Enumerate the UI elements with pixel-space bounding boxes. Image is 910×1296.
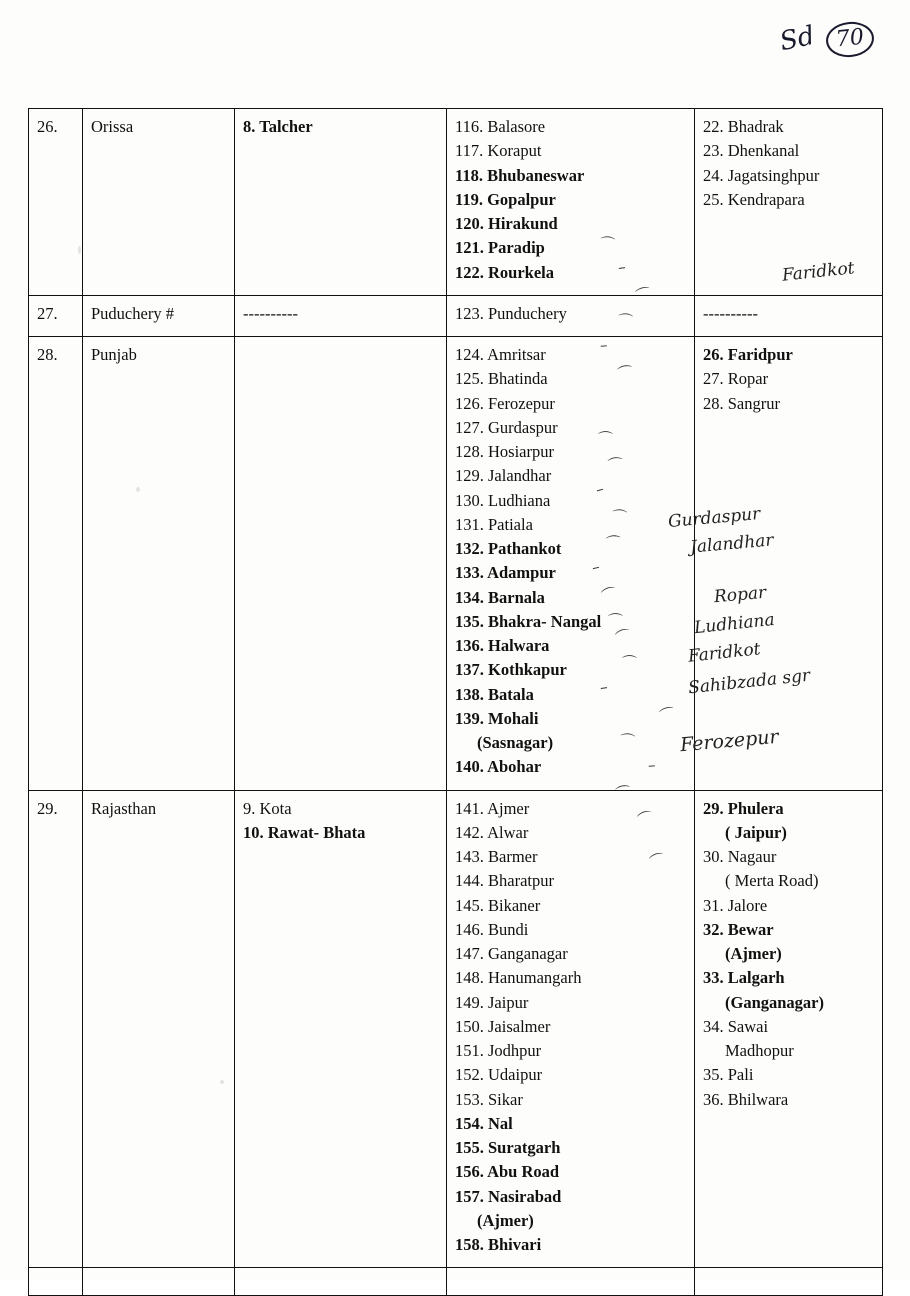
cell-state-name: Punjab <box>83 337 235 791</box>
handwritten-note: Faridkot <box>687 639 762 667</box>
handwritten-note: Sahibzada sgr <box>687 665 812 699</box>
table-cell-line: 34. Sawai <box>703 1016 769 1036</box>
cell-nuclear-plants <box>235 790 447 1268</box>
cell-airports-places <box>447 337 695 791</box>
table-cell-line: 10. Rawat- Bhata <box>243 822 366 842</box>
table-cell-line: 28. Sangrur <box>703 393 780 413</box>
table-cell-line: ( Jaipur) <box>725 822 787 842</box>
table-cell-line: 132. Pathankot <box>455 539 562 558</box>
table-cell-line: 23. Dhenkanal <box>703 141 800 161</box>
table-cell-line: (Ajmer) <box>725 944 782 963</box>
pen-tick-mark: ⌒ <box>622 654 638 672</box>
table-cell-line: 121. Paradip <box>455 238 545 258</box>
pen-tick-mark: – <box>593 479 606 499</box>
table-cell-line: 120. Hirakund <box>455 214 558 233</box>
table-cell-line: 8. Talcher <box>243 117 313 136</box>
table-row <box>29 790 883 1268</box>
pen-tick-mark: ⌒ <box>657 704 678 726</box>
handwritten-note: Faridkot <box>781 258 856 286</box>
cell-serial-number: 28. <box>29 337 83 791</box>
table-cell-line: 156. Abu Road <box>455 1162 560 1182</box>
table-cell-line: 144. Bharatpur <box>455 871 554 891</box>
pen-tick-mark: ⌒ <box>616 362 635 384</box>
table-cell-line: 128. Hosiarpur <box>455 442 554 461</box>
table-cell-line: 150. Jaisalmer <box>455 1016 551 1036</box>
table-cell-line: 140. Abohar <box>455 757 542 777</box>
table-cell-line: 118. Bhubaneswar <box>455 165 585 185</box>
pen-tick-mark: ⌒ <box>617 311 634 331</box>
table-cell-line: (Ganganagar) <box>725 992 824 1012</box>
table-cell-line: 155. Suratgarh <box>455 1138 561 1157</box>
table-cell-line: 149. Jaipur <box>455 992 529 1012</box>
table-row <box>29 295 883 336</box>
cell-other-places <box>695 1268 883 1296</box>
handwritten-page-number: 70 <box>826 22 874 57</box>
pen-tick-mark: ⌒ <box>633 284 654 306</box>
cell-other-places <box>695 109 883 296</box>
cell-other-places <box>695 790 883 1268</box>
table-cell-line: (Sasnagar) <box>477 733 554 752</box>
cell-airports-places <box>447 1268 695 1296</box>
table-cell-line: 29. Phulera <box>703 798 784 818</box>
table-cell-line: 36. Bhilwara <box>703 1089 789 1109</box>
cell-other-places <box>695 337 883 791</box>
table-cell-line: 145. Bikaner <box>455 895 541 915</box>
table-cell-line: 151. Jodhpur <box>455 1041 542 1060</box>
table-cell-line: 119. Gopalpur <box>455 189 556 209</box>
table-cell-line: 152. Udaipur <box>455 1065 543 1085</box>
table-cell-line: 31. Jalore <box>703 895 768 915</box>
table-cell-line: 142. Alwar <box>455 822 529 842</box>
table-cell-line: 131. Patiala <box>455 514 533 534</box>
table-cell-line: 117. Koraput <box>455 141 542 161</box>
table-cell-line: ---------- <box>703 303 758 323</box>
table-cell-line: 25. Kendrapara <box>703 189 805 209</box>
table-cell-line: 136. Halwara <box>455 636 550 655</box>
cell-state-name <box>83 1268 235 1296</box>
table-cell-line: 135. Bhakra- Nangal <box>455 611 602 631</box>
cell-nuclear-plants <box>235 337 447 791</box>
table-cell-line: 122. Rourkela <box>455 262 554 282</box>
handwritten-note: Ropar <box>713 582 767 608</box>
pen-tick-mark: – <box>598 677 609 697</box>
table-cell-line: 127. Gurdaspur <box>455 417 558 437</box>
table-row <box>29 337 883 791</box>
pen-tick-mark: ⌒ <box>599 583 620 606</box>
table-cell-line: 9. Kota <box>243 798 292 818</box>
table-cell-line: ( Merta Road) <box>725 871 819 891</box>
nuclear-plant-locations-table <box>28 108 883 1296</box>
table-cell-line: 148. Hanumangarh <box>455 968 582 988</box>
handwritten-note: Jalandhar <box>689 530 775 558</box>
cell-serial-number: 27. <box>29 295 83 336</box>
table-cell-line: 130. Ludhiana <box>455 490 551 510</box>
table-cell-line: 32. Bewar <box>703 919 774 939</box>
handwritten-note: Ludhiana <box>693 609 776 639</box>
pen-tick-mark: ⌒ <box>605 533 622 553</box>
table-cell-line: 26. Faridpur <box>703 345 793 364</box>
table-cell-line: 33. Lalgarh <box>703 968 785 988</box>
table-cell-line: 158. Bhivari <box>455 1235 542 1254</box>
table-cell-line: 124. Amritsar <box>455 345 546 364</box>
pen-tick-mark: ⌒ <box>599 234 616 254</box>
pen-tick-mark: – <box>599 335 609 355</box>
pen-tick-mark: – <box>590 557 602 577</box>
table-cell-line: 30. Nagaur <box>703 847 777 866</box>
cell-state-name: Orissa <box>83 109 235 296</box>
cell-nuclear-plants <box>235 109 447 296</box>
handwritten-signature: Sd <box>777 20 818 58</box>
cell-nuclear-plants <box>235 1268 447 1296</box>
cell-airports-places <box>447 109 695 296</box>
table-cell-line: 141. Ajmer <box>455 798 530 818</box>
table-cell-line: 129. Jalandhar <box>455 466 552 486</box>
table-cell-line: (Ajmer) <box>477 1210 534 1230</box>
table-cell-line: 22. Bhadrak <box>703 117 784 136</box>
table-cell-line: ---------- <box>243 303 298 323</box>
pen-tick-mark: ⌒ <box>598 430 614 448</box>
table-cell-line: 35. Pali <box>703 1065 754 1085</box>
handwritten-note: Gurdaspur <box>667 504 762 532</box>
pen-tick-mark: ⌒ <box>613 625 634 648</box>
pen-tick-mark: ⌒ <box>619 731 636 751</box>
pen-tick-mark: – <box>616 257 627 277</box>
pen-tick-mark: ⌒ <box>647 849 668 872</box>
pen-tick-mark: – <box>647 755 657 775</box>
table-cell-line: 126. Ferozepur <box>455 393 555 413</box>
table-cell-line: 154. Nal <box>455 1113 513 1133</box>
table-cell-line: 146. Bundi <box>455 919 529 939</box>
table-cell-line: 123. Punduchery <box>455 303 567 323</box>
table-cell-line: 137. Kothkapur <box>455 660 567 680</box>
cell-other-places <box>695 295 883 336</box>
table-cell-line: 143. Barmer <box>455 847 538 866</box>
cell-serial-number <box>29 1268 83 1296</box>
cell-state-name: Puduchery # <box>83 295 235 336</box>
table-cell-line: 134. Barnala <box>455 587 545 607</box>
table-cell-line: 147. Ganganagar <box>455 944 568 963</box>
table-cell-line: 125. Bhatinda <box>455 369 548 389</box>
table-cell-line: 138. Batala <box>455 684 534 704</box>
table-cell-line: 24. Jagatsinghpur <box>703 165 820 185</box>
table-cell-line: Madhopur <box>725 1041 794 1060</box>
table-cell-line: 116. Balasore <box>455 117 546 136</box>
table-cell-line: 27. Ropar <box>703 369 769 389</box>
pen-tick-mark: ⌒ <box>608 612 624 630</box>
pen-tick-mark: ⌒ <box>614 782 633 804</box>
cell-state-name: Rajasthan <box>83 790 235 1268</box>
table-cell-line: 139. Mohali <box>455 708 539 728</box>
pen-tick-mark: ⌒ <box>611 507 628 527</box>
cell-airports-places <box>447 295 695 336</box>
table-cell-line: 133. Adampur <box>455 563 556 583</box>
pen-tick-mark: ⌒ <box>635 807 656 830</box>
handwritten-note: Ferozepur <box>679 725 780 757</box>
pen-tick-mark: ⌒ <box>606 455 625 475</box>
cell-nuclear-plants <box>235 295 447 336</box>
table-row <box>29 109 883 296</box>
cell-serial-number: 29. <box>29 790 83 1268</box>
table-cell-line: 153. Sikar <box>455 1089 523 1109</box>
cell-serial-number: 26. <box>29 109 83 296</box>
table-row <box>29 1268 883 1296</box>
table-cell-line: 157. Nasirabad <box>455 1186 562 1206</box>
